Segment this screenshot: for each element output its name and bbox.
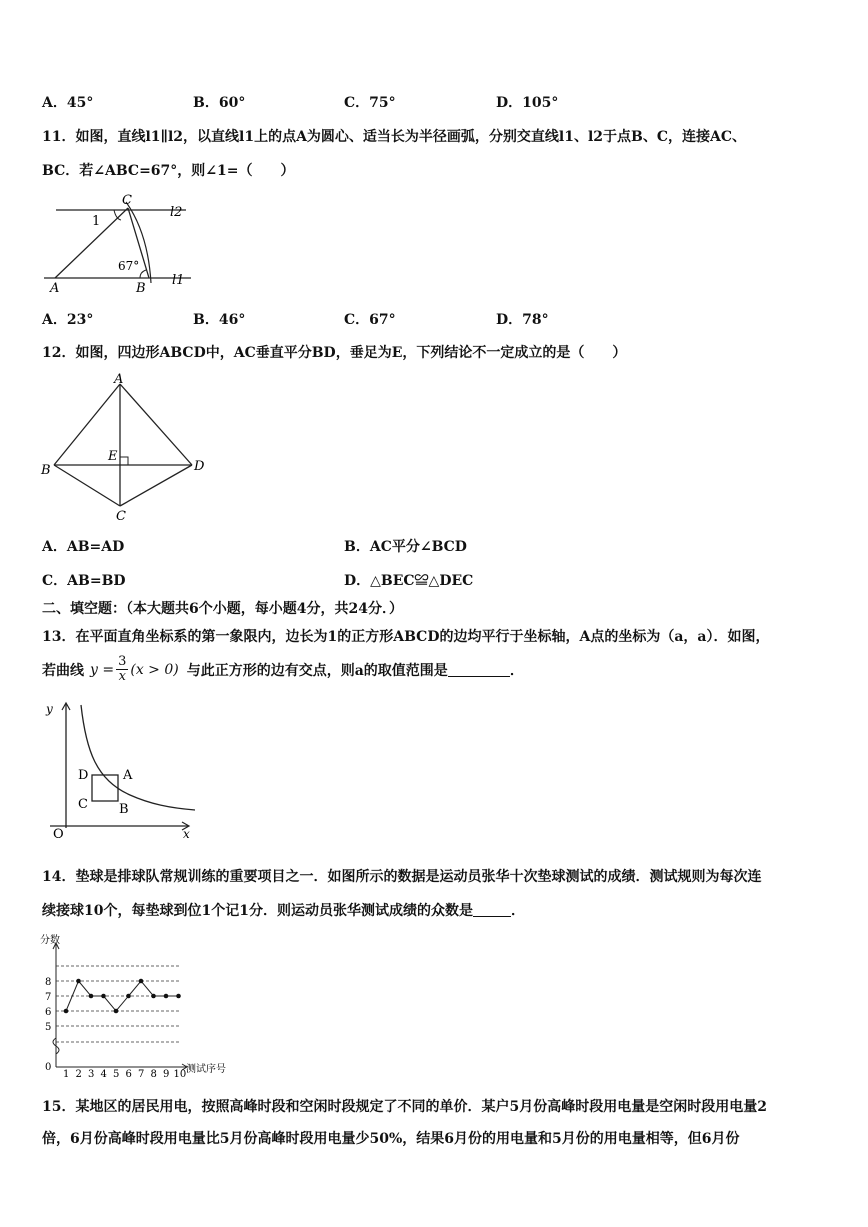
chart-data-point [126, 994, 131, 999]
chart-data-point [89, 994, 94, 999]
chart-xtick-label: 2 [75, 1069, 82, 1080]
chart-xtick-label: 8 [150, 1069, 157, 1080]
section-heading: 二、填空题：（本大题共6个小题，每小题4分，共24分．） [42, 601, 403, 617]
q11-text-line1: 11．如图，直线l1∥l2，以直线l1上的点A为圆心、适当长为半径画弧，分别交直线l1、l2于点B、C，连接AC、 [42, 129, 747, 145]
q12-text: 12．如图，四边形ABCD中，AC垂直平分BD，垂足为E，下列结论不一定成立的是（ ） [42, 345, 627, 361]
q12-label-b: B [41, 463, 51, 478]
q13-text-line2 [42, 655, 524, 684]
q12-label-d: D [194, 459, 205, 474]
q10-option-b: B．60° [193, 95, 246, 111]
q12-figure [38, 370, 218, 525]
chart-ytick-label: 6 [45, 1007, 52, 1018]
q13-label-x: x [183, 827, 190, 841]
chart-xtick-label: 3 [88, 1069, 95, 1080]
q14-text-line2 [42, 900, 525, 920]
q15-text-line2: 倍，6月份高峰时段用电量比5月份高峰时段用电量少50%，结果6月份的用电量和5月份的用电量相等，但6月份 [42, 1131, 740, 1147]
q13-figure [40, 700, 200, 840]
chart-xtick-label: 5 [113, 1069, 120, 1080]
q14-line2-end: ． [510, 903, 525, 919]
q14-text-line1: 14．垫球是排球队常规训练的重要项目之一．如图所示的数据是运动员张华十次垫球测试的成绩．测试规则为每次连 [42, 869, 762, 885]
q11-option-c: C．67° [344, 312, 396, 328]
q13-label-a: A [123, 768, 133, 783]
q11-option-b: B．46° [193, 312, 246, 328]
chart-data-point [101, 994, 106, 999]
q13-formula-fraction [116, 655, 128, 684]
q11-label-a: A [50, 281, 60, 296]
chart-data-point [64, 1009, 69, 1014]
q11-text-line2: BC．若∠ABC=67°，则∠1=（ ） [42, 163, 295, 179]
q13-line2-end: ． [509, 662, 524, 679]
q11-label-l2: l2 [170, 205, 183, 220]
q15-text-line1: 15．某地区的居民用电，按照高峰时段和空闲时段规定了不同的单价．某户5月份高峰时段用电量是空闲时段用电量2 [42, 1099, 767, 1115]
q12-label-a: A [114, 372, 124, 387]
chart-xtick-label: 9 [163, 1069, 170, 1080]
chart-xtick-label: 10 [173, 1069, 187, 1080]
chart-xtick-label: 6 [125, 1069, 132, 1080]
q11-label-angle1: 1 [92, 214, 101, 229]
q10-option-a: A．45° [42, 95, 94, 111]
chart-ytick-label: 5 [45, 1022, 52, 1033]
q14-line-chart [36, 932, 256, 1080]
q13-formula-condition: (x > 0) [130, 661, 179, 678]
chart-ytick-label: 8 [45, 977, 52, 988]
q12-label-c: C [116, 509, 126, 524]
q13-text-line1: 13．在平面直角坐标系的第一象限内，边长为1的正方形ABCD的边均平行于坐标轴，A点的坐标为（a，a）．如图， [42, 629, 770, 645]
q11-option-d: D．78° [496, 312, 549, 328]
q13-line2-pre: 若曲线 [42, 662, 84, 679]
chart-data-point [164, 994, 169, 999]
chart-ylabel: 分数 [40, 935, 60, 946]
chart-data-point [139, 979, 144, 984]
q12-option-b: B．AC平分∠BCD [344, 539, 467, 555]
q12-label-e: E [108, 449, 118, 464]
q11-label-67: 67° [118, 259, 140, 273]
q13-line2-post: 与此正方形的边有交点，则a的取值范围是 [186, 662, 448, 679]
q12-option-d: D．△BEC≌△DEC [344, 573, 474, 589]
chart-data-point [76, 979, 81, 984]
q11-option-a: A．23° [42, 312, 94, 328]
q13-label-d: D [78, 768, 89, 783]
q13-formula-denominator: x [118, 669, 126, 684]
q13-formula-y: y = [90, 661, 115, 678]
q11-label-b: B [136, 281, 146, 296]
q14-answer-blank[interactable] [473, 902, 511, 917]
q11-label-l1: l1 [172, 273, 185, 288]
q13-label-o: O [53, 827, 64, 842]
q14-line2-text: 续接球10个，每垫球到位1个记1分．则运动员张华测试成绩的众数是 [42, 903, 473, 919]
chart-xtick-label: 1 [63, 1069, 70, 1080]
q13-label-c: C [78, 797, 88, 812]
q13-label-b: B [119, 802, 129, 817]
chart-data-point [114, 1009, 119, 1014]
q12-option-a: A．AB=AD [42, 539, 125, 555]
q10-option-d: D．105° [496, 95, 559, 111]
q10-option-c: C．75° [344, 95, 396, 111]
chart-ytick-label: 7 [45, 992, 52, 1003]
chart-xtick-label: 7 [138, 1069, 145, 1080]
q12-option-c: C．AB=BD [42, 573, 126, 589]
q11-label-c: C [122, 193, 132, 208]
q13-label-y: y [46, 702, 53, 716]
chart-ytick-label: 0 [45, 1062, 52, 1073]
chart-data-point [176, 994, 181, 999]
q11-figure [36, 188, 196, 298]
q13-formula-numerator: 3 [118, 654, 127, 669]
chart-xtick-label: 4 [100, 1069, 107, 1080]
q13-answer-blank[interactable] [448, 662, 510, 677]
chart-data-point [151, 994, 156, 999]
chart-xlabel: 测试序号 [186, 1064, 226, 1075]
